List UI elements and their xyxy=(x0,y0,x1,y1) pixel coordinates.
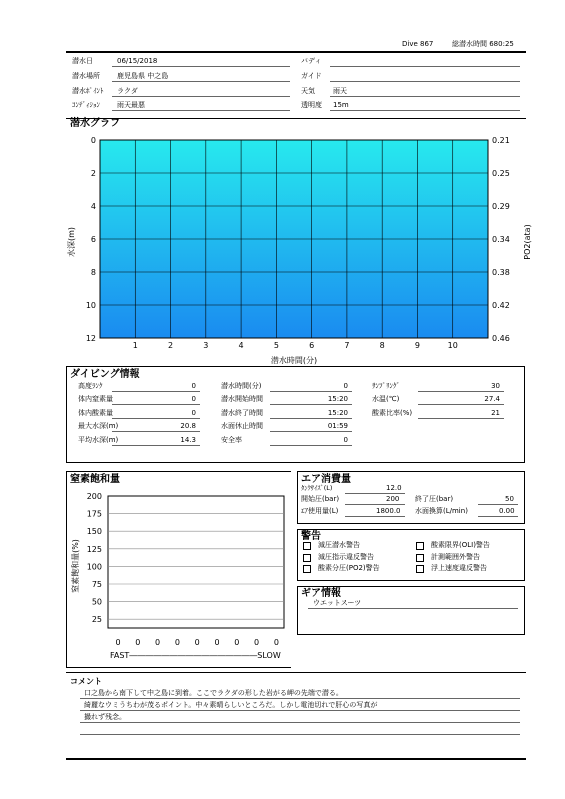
graph-y2label: PO2(ata) xyxy=(523,224,532,260)
comment-title: コメント xyxy=(70,677,102,686)
warning-checkbox[interactable] xyxy=(303,542,311,550)
info-value: 0 xyxy=(191,395,196,404)
n2-y-tick: 25 xyxy=(91,615,102,625)
fast-slow-axis: FAST――――――――――――――――SLOW xyxy=(110,651,281,660)
n2-tissue-value: 0 xyxy=(273,638,279,647)
condition-value: 雨天最悪 xyxy=(117,101,145,109)
nitrogen-ylabel: 窒素飽和量(%) xyxy=(71,539,80,593)
y2-tick-label: 0.25 xyxy=(492,169,510,178)
place-label: 潜水場所 xyxy=(72,72,100,80)
warning-checkbox[interactable] xyxy=(416,542,424,550)
total-dive-time: 総潜水時間 680:25 xyxy=(452,40,514,48)
place-value: 鹿児島県 中之島 xyxy=(117,72,169,80)
n2-tissue-value: 0 xyxy=(155,638,161,647)
y-tick-label: 2 xyxy=(90,169,96,178)
info-label: ｻﾝﾌﾟﾘﾝｸﾞ xyxy=(372,382,400,390)
n2-y-tick: 100 xyxy=(86,562,102,572)
info-label: 平均水深(m) xyxy=(78,435,119,444)
point-label: 潜水ﾎﾟｲﾝﾄ xyxy=(72,87,104,95)
info-value: 0 xyxy=(343,382,348,390)
info-label: 潜水時間(分) xyxy=(221,382,262,390)
date-value: 06/15/2018 xyxy=(117,57,158,65)
info-value: 15:20 xyxy=(327,408,348,417)
info-value: 15:20 xyxy=(327,395,348,404)
y-tick-label: 12 xyxy=(85,334,96,343)
condition-label: ｺﾝﾃﾞｨｼｮﾝ xyxy=(72,101,100,109)
buddy-label: バディ xyxy=(301,57,322,65)
n2-y-tick: 150 xyxy=(86,527,102,537)
tank-value: 12.0 xyxy=(386,484,402,492)
info-value: 30 xyxy=(491,382,500,390)
y2-tick-label: 0.29 xyxy=(492,202,510,211)
info-label: 潜水開始時間 xyxy=(221,395,263,404)
surface-rate-value: 0.00 xyxy=(499,507,515,515)
x-tick-label: 3 xyxy=(203,341,209,350)
comment-line-1: 口之島から南下して中之島に到着。ここでラクダの形した岩がる岬の先端で潜る。 xyxy=(84,689,343,697)
warning-label: 酸素分圧(PO2)警告 xyxy=(318,564,380,572)
info-label: 最大水深(m) xyxy=(78,422,119,431)
info-label: 安全率 xyxy=(221,435,242,444)
visibility-value: 15m xyxy=(333,101,349,109)
guide-label: ガイド xyxy=(301,72,322,80)
surface-rate-label: 水面換算(L/min) xyxy=(415,507,468,515)
warnings-title: 警告 xyxy=(301,531,321,542)
y2-tick-label: 0.38 xyxy=(492,268,510,277)
x-tick-label: 9 xyxy=(414,341,421,350)
n2-tissue-value: 0 xyxy=(254,638,260,647)
warning-label: 計測範囲外警告 xyxy=(431,552,480,561)
nitrogen-chart xyxy=(66,486,291,666)
start-pressure-value: 200 xyxy=(386,495,400,503)
warning-label: 酸素限界(OLI)警告 xyxy=(431,541,490,549)
gear-item: ウエットスーツ xyxy=(313,599,362,607)
y2-tick-label: 0.34 xyxy=(492,235,510,244)
dive-graph xyxy=(60,130,540,370)
n2-tissue-value: 0 xyxy=(214,638,220,647)
info-label: 潜水終了時間 xyxy=(221,408,263,417)
y-tick-label: 8 xyxy=(90,268,96,277)
air-used-value: 1800.0 xyxy=(376,507,401,515)
info-value: 21 xyxy=(491,408,500,417)
info-label: 水温(℃) xyxy=(372,395,400,404)
info-label: 酸素比率(%) xyxy=(372,408,413,417)
y2-tick-label: 0.21 xyxy=(492,136,510,145)
n2-tissue-value: 0 xyxy=(115,638,121,647)
n2-y-tick: 200 xyxy=(86,492,102,501)
visibility-label: 透明度 xyxy=(301,101,322,109)
y-tick-label: 4 xyxy=(90,202,96,211)
info-value: 20.8 xyxy=(180,422,196,431)
info-value: 14.3 xyxy=(180,435,196,444)
graph-xlabel: 潜水時間(分) xyxy=(270,356,318,365)
n2-tissue-value: 0 xyxy=(194,638,200,647)
end-pressure-label: 終了圧(bar) xyxy=(415,495,454,503)
air-used-label: ｴｱ使用量(L) xyxy=(301,507,339,515)
point-value: ラクダ xyxy=(117,87,138,95)
info-value: 0 xyxy=(191,408,196,417)
x-tick-label: 1 xyxy=(132,341,138,350)
weather-label: 天気 xyxy=(301,87,315,95)
diving-info-title: ダイビング情報 xyxy=(70,369,140,380)
graph-ylabel: 水深(m) xyxy=(67,226,76,258)
tank-label: ﾀﾝｸｻｲｽﾞ(L) xyxy=(301,484,333,492)
warning-checkbox[interactable] xyxy=(416,554,424,562)
dive-number: Dive 867 xyxy=(402,40,434,48)
warning-label: 浮上速度違反警告 xyxy=(431,564,487,572)
warning-label: 減圧指示違反警告 xyxy=(318,552,374,561)
y2-tick-label: 0.46 xyxy=(492,334,510,343)
y-tick-label: 6 xyxy=(90,235,96,244)
x-tick-label: 6 xyxy=(309,341,315,350)
y-tick-label: 10 xyxy=(85,301,96,310)
info-value: 27.4 xyxy=(484,395,500,404)
info-value: 0 xyxy=(343,435,348,444)
info-label: 体内窒素量 xyxy=(78,395,113,404)
comment-line-2: 綺麗なウミうちわが茂るポイント。中々素晴らしいところだ。しかし電池切れで肝心の写真が xyxy=(84,701,378,709)
n2-y-tick: 125 xyxy=(86,544,102,554)
nitrogen-plot-frame xyxy=(108,496,284,628)
info-label: 体内酸素量 xyxy=(78,408,113,417)
date-label: 潜水日 xyxy=(72,57,93,65)
n2-tissue-value: 0 xyxy=(135,638,141,647)
warning-checkbox[interactable] xyxy=(303,554,311,562)
weather-value: 雨天 xyxy=(333,87,347,95)
n2-tissue-value: 0 xyxy=(174,638,180,647)
warning-label: 減圧潜水警告 xyxy=(318,541,360,549)
x-tick-label: 2 xyxy=(167,341,174,350)
info-value: 01:59 xyxy=(327,422,348,431)
y-tick-label: 0 xyxy=(90,136,96,145)
warning-checkbox[interactable] xyxy=(416,565,424,573)
x-tick-label: 4 xyxy=(238,341,244,350)
nitrogen-title: 窒素飽和量 xyxy=(70,474,120,485)
end-pressure-value: 50 xyxy=(505,495,514,503)
n2-tissue-value: 0 xyxy=(234,638,240,647)
n2-y-tick: 75 xyxy=(91,580,102,589)
n2-y-tick: 175 xyxy=(86,509,102,519)
info-label: 高度ﾗﾝｸ xyxy=(78,382,103,390)
gear-title: ギア情報 xyxy=(301,588,341,599)
x-tick-label: 5 xyxy=(273,341,279,350)
footer-rule xyxy=(66,758,526,760)
graph-title: 潜水グラフ xyxy=(70,118,120,129)
warning-checkbox[interactable] xyxy=(303,565,311,573)
info-label: 水面休止時間 xyxy=(221,422,263,431)
header-rule xyxy=(66,51,526,53)
x-tick-label: 10 xyxy=(447,341,458,350)
n2-y-tick: 50 xyxy=(91,597,102,607)
start-pressure-label: 開始圧(bar) xyxy=(301,495,340,503)
y2-tick-label: 0.42 xyxy=(492,301,510,310)
comment-line-3: 撮れず残念。 xyxy=(84,713,126,721)
air-title: エア消費量 xyxy=(301,474,351,485)
x-tick-label: 8 xyxy=(379,341,385,350)
info-value: 0 xyxy=(191,382,196,390)
x-tick-label: 7 xyxy=(344,341,350,350)
